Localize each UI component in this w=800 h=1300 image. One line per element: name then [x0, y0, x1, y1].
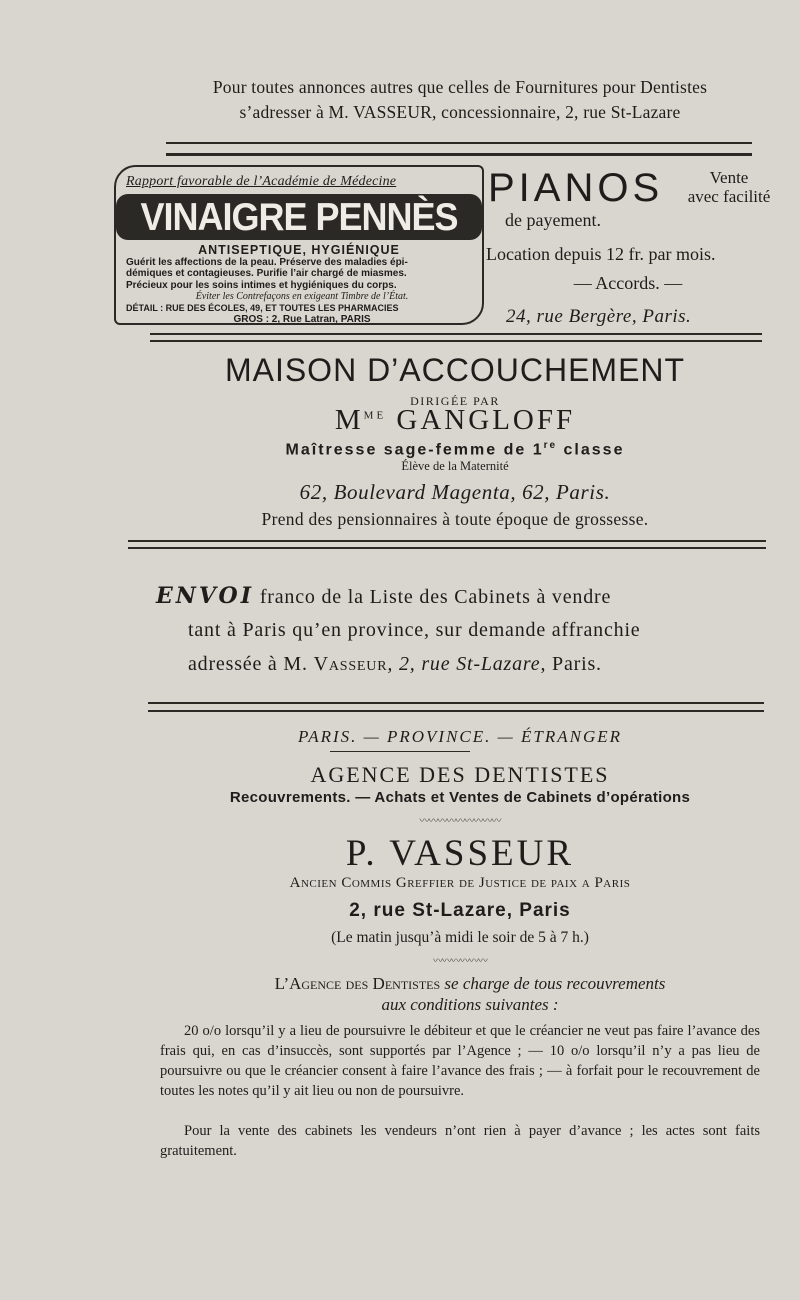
vinaigre-line: Guérit les affections de la peau. Préserve des maladies épi- — [126, 257, 408, 268]
divider — [150, 340, 762, 342]
maison-role-end: classe — [563, 441, 625, 459]
maison-role — [130, 440, 780, 459]
maison-title: MAISON D’ACCOUCHEMENT — [224, 352, 686, 388]
pianos-facilite: avec facilité — [687, 187, 771, 206]
pianos-address: 24, rue Bergère, Paris. — [506, 306, 692, 327]
maison-eleve: Élève de la Maternité — [401, 459, 509, 473]
vinaigre-body — [126, 257, 478, 325]
maison-note: Prend des pensionnaires à toute époque de grossesse. — [261, 509, 649, 529]
divider — [128, 540, 766, 542]
agence-charge-it: se charge de tous recouvrements — [440, 974, 666, 993]
vinaigre-title: VINAIGRE PENNÈS — [140, 194, 458, 239]
header-line-1: Pour toutes annonces autres que celles de Fournitures pour Dentistes — [212, 77, 708, 97]
maison-name — [130, 404, 780, 437]
envoi-line-3-name: Vasseur — [313, 653, 388, 675]
agence-regions: PARIS. — PROVINCE. — ÉTRANGER — [298, 727, 622, 746]
header-line-2: s’adresser à M. VASSEUR, concessionnaire, 2, rue St-Lazare — [239, 102, 681, 122]
pianos-vente — [684, 168, 774, 206]
vinaigre-ad — [114, 165, 484, 325]
envoi-line-3 — [188, 646, 758, 682]
agence-hours: (Le matin jusqu’à midi le soir de 5 à 7 h.) — [331, 929, 589, 946]
agence-name: P. VASSEUR — [345, 833, 575, 874]
envoi-line-3-end: , Paris. — [540, 653, 602, 675]
vinaigre-subtitle: ANTISEPTIQUE, HYGIÉNIQUE — [198, 243, 400, 257]
agence-title: AGENCE DES DENTISTES — [310, 762, 610, 787]
divider — [330, 751, 470, 752]
maison-name-prefix: M — [334, 404, 364, 436]
agence-charge — [140, 974, 800, 994]
agence-charge-sc: L’Agence des Dentistes — [274, 974, 441, 993]
wave-ornament: 〰〰〰〰〰〰〰〰〰 — [419, 816, 501, 827]
agence-services: Recouvrements. — Achats et Ventes de Cabinets d’opérations — [229, 789, 691, 806]
maison-name-sup: ME — [363, 409, 387, 422]
envoi-line-3-pre: adressée à M. — [188, 653, 314, 675]
envoi-line-1-text: franco de la Liste des Cabinets à vendre — [259, 586, 612, 608]
maison-address: 62, Boulevard Magenta, 62, Paris. — [299, 480, 611, 504]
agence-paragraph-2: Pour la vente des cabinets les vendeurs n’ont rien à payer d’avance ; les actes sont faits gratuitement. — [160, 1123, 760, 1159]
envoi-line-1 — [156, 578, 758, 615]
divider — [166, 153, 752, 156]
divider — [148, 710, 764, 712]
pianos-location: Location depuis 12 fr. par mois. — [486, 244, 716, 264]
divider — [150, 333, 762, 335]
envoi-word: ENVOI — [156, 583, 255, 609]
agence-former: Ancien Commis Greffier de Justice de paix a Paris — [289, 875, 631, 891]
wave-ornament: 〰〰〰〰〰〰 — [433, 956, 487, 967]
vinaigre-title-band — [116, 194, 482, 240]
vinaigre-line: GROS : 2, Rue Latran, PARIS — [233, 314, 371, 326]
maison-role-sup: re — [543, 440, 558, 451]
divider — [166, 142, 752, 144]
agence-charge-2: aux conditions suivantes : — [381, 995, 559, 1014]
agence-address: 2, rue St-Lazare, Paris — [349, 900, 571, 921]
maison-role-text: Maîtresse sage-femme de 1 — [285, 441, 544, 459]
maison-name-main: GANGLOFF — [396, 404, 576, 436]
pianos-vente-word: Vente — [709, 168, 749, 187]
divider — [148, 702, 764, 704]
vinaigre-rapport: Rapport favorable de l’Académie de Médecine — [126, 174, 397, 189]
vinaigre-line: DÉTAIL : RUE DES ÉCOLES, 49, ET TOUTES LES PHARMACIES — [126, 302, 399, 313]
agence-paragraph-1: 20 o/o lorsqu’il y a lieu de poursuivre le débiteur et que le créancier ne veut pas faire l’avance des frais qui, en cas d’insuccès, sont supportés par l’Agence ; — 10 o/o lorsqu’il n’y a pas lieu de poursuivre ou que le créancier consent à faire l’avance des frais ; — à forfait pour le recouvrement de toutes les notes qu’il y ait lieu ou non de poursuivre. — [160, 1023, 760, 1099]
envoi-line-3-addr: , 2, rue St-Lazare — [387, 653, 541, 675]
vinaigre-line: Précieux pour les soins intimes et hygiéniques du corps. — [126, 279, 397, 291]
pianos-payement: de payement. — [505, 210, 601, 230]
vinaigre-line: démiques et contagieuses. Purifie l’air chargé de miasmes. — [126, 268, 407, 280]
envoi-line-2: tant à Paris qu’en province, sur demande affranchie — [188, 619, 641, 641]
pianos-title: PIANOS — [488, 166, 664, 210]
divider — [128, 547, 766, 549]
vinaigre-line: Éviter les Contrefaçons en exigeant Timbre de l’État. — [195, 291, 409, 303]
pianos-accords: — Accords. — — [573, 273, 683, 293]
maison-dirigee: DIRIGÉE PAR — [410, 394, 500, 408]
